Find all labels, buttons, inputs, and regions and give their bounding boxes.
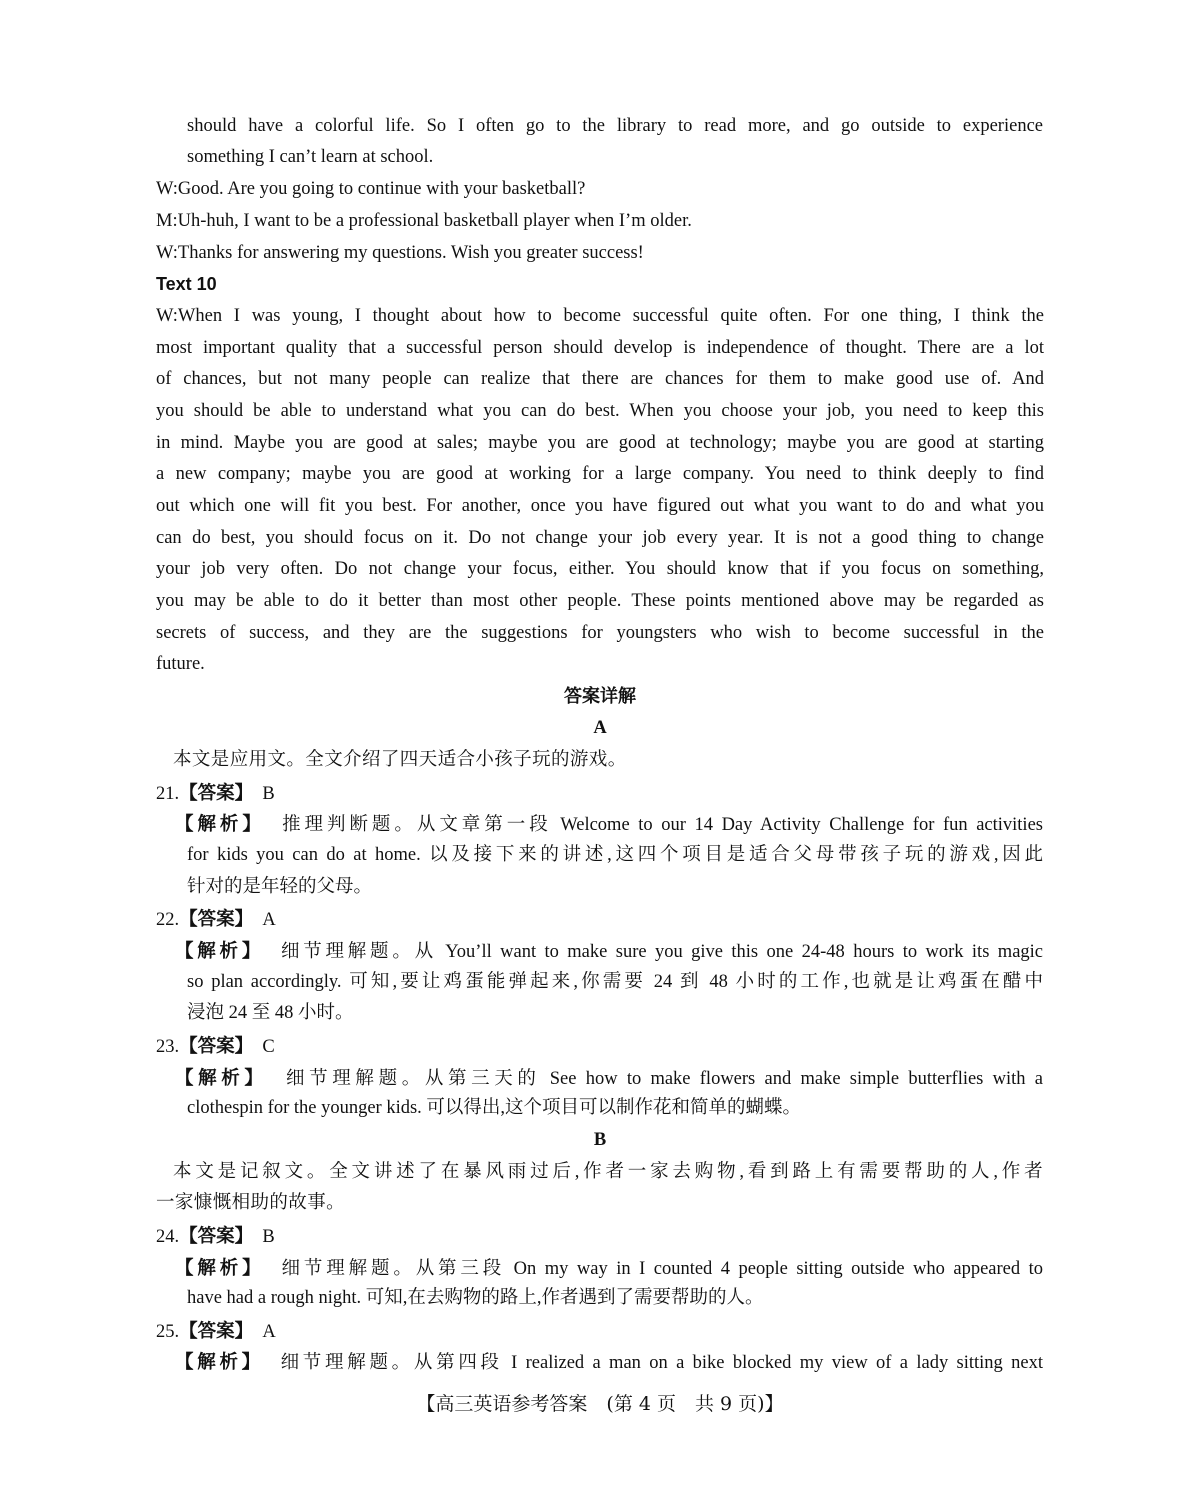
analysis-text: 细节理解题。从第三段 On my way in I counted 4 people sitting outside who appeared to (281, 1259, 1044, 1279)
dialogue-line: W:Thanks for answering my questions. Wish you greater success! (156, 243, 644, 263)
question-21-analysis (175, 808, 1043, 842)
answer-value: A (262, 910, 276, 930)
text10-line: a new company; maybe you are good at working for a large company. You need to think deeply to find (156, 464, 1044, 484)
analysis-tag: 【解析】 (175, 940, 265, 961)
answer-tag: 【答案】 (179, 782, 254, 803)
question-22-answer (156, 903, 276, 937)
text10-line: most important quality that a successful person should develop is independence of thought. There are a lot (156, 338, 1044, 358)
question-number: 24. (156, 1227, 180, 1247)
analysis-text: 细节理解题。从 You’ll want to make sure you give this one 24-48 hours to work its magic (280, 942, 1044, 962)
question-24-answer (156, 1220, 275, 1254)
analysis-text: clothespin for the younger kids. 可以得出,这个项目可以制作花和简单的蝴蝶。 (187, 1098, 802, 1118)
analysis-text: 针对的是年轻的父母。 (187, 877, 373, 897)
question-23-answer (156, 1030, 275, 1064)
analysis-tag: 【解析】 (175, 1067, 268, 1088)
answer-value: B (262, 1227, 275, 1247)
text10-line: you may be able to do it better than most other people. These points mentioned above may be regarded as (156, 591, 1044, 611)
dialogue-line: something I can’t learn at school. (187, 147, 434, 167)
text10-line: of chances, but not many people can realize that there are chances for them to make good use of. And (156, 369, 1044, 389)
question-number: 21. (156, 784, 180, 804)
answer-tag: 【答案】 (179, 1035, 254, 1056)
text10-line: secrets of success, and they are the suggestions for youngsters who wish to become successful in the (156, 623, 1044, 643)
text10-line: you should be able to understand what you can do best. When you choose your job, you need to keep this (156, 401, 1044, 421)
analysis-tag: 【解析】 (175, 1257, 265, 1278)
section-b-intro: 一家慷慨相助的故事。 (156, 1193, 346, 1213)
section-a-label: A (593, 718, 607, 738)
answers-title: 答案详解 (564, 686, 636, 706)
dialogue-line: W:Good. Are you going to continue with your basketball? (156, 179, 586, 199)
text10-line: in mind. Maybe you are good at sales; maybe you are good at technology; maybe you are good at starting (156, 433, 1044, 453)
answer-value: C (262, 1037, 275, 1057)
text10-line: your job very often. Do not change your focus, either. You should know that if you focus on something, (156, 559, 1044, 579)
answer-tag: 【答案】 (179, 1225, 254, 1246)
question-21-answer (156, 777, 275, 811)
analysis-tag: 【解析】 (175, 813, 265, 834)
question-number: 23. (156, 1037, 180, 1057)
question-22-analysis (175, 935, 1043, 969)
question-25-answer (156, 1315, 276, 1349)
dialogue-line: M:Uh-huh, I want to be a professional basketball player when I’m older. (156, 211, 692, 231)
answer-tag: 【答案】 (179, 1320, 254, 1341)
section-b-intro: 本文是记叙文。全文讲述了在暴风雨过后,作者一家去购物,看到路上有需要帮助的人,作者 (173, 1162, 1043, 1182)
answer-value: A (262, 1322, 276, 1342)
text10-heading: Text 10 (156, 274, 217, 294)
analysis-text: 浸泡 24 至 48 小时。 (187, 1003, 354, 1023)
text10-line: future. (156, 654, 205, 674)
answer-tag: 【答案】 (179, 908, 254, 929)
question-24-analysis (175, 1252, 1043, 1286)
answer-value: B (262, 784, 275, 804)
text10-line: out which one will fit you best. For another, once you have figured out what you want to do and what you (156, 496, 1044, 516)
analysis-text: 推理判断题。从文章第一段 Welcome to our 14 Day Activity Challenge for fun activities (282, 815, 1043, 835)
question-23-analysis (175, 1062, 1043, 1096)
dialogue-line: should have a colorful life. So I often go to the library to read more, and go outside to experience (187, 116, 1043, 136)
analysis-text: 细节理解题。从第三天的 See how to make flowers and make simple butterflies with a (286, 1069, 1043, 1089)
section-b-label: B (593, 1130, 607, 1150)
analysis-text: have had a rough night. 可知,在去购物的路上,作者遇到了需要帮助的人。 (187, 1288, 764, 1308)
question-number: 22. (156, 910, 180, 930)
analysis-tag: 【解析】 (175, 1351, 264, 1372)
section-a-intro: 本文是应用文。全文介绍了四天适合小孩子玩的游戏。 (173, 750, 627, 770)
text10-line: can do best, you should focus on it. Do not change your job every year. It is not a good thing to change (156, 528, 1044, 548)
question-25-analysis (175, 1346, 1043, 1380)
analysis-text: for kids you can do at home. 以及接下来的讲述,这四个项目是适合父母带孩子玩的游戏,因此 (187, 845, 1043, 865)
analysis-text: so plan accordingly. 可知,要让鸡蛋能弹起来,你需要 24 到 48 小时的工作,也就是让鸡蛋在醋中 (187, 972, 1043, 992)
text10-line: W:When I was young, I thought about how to become successful quite often. For one thing, I think the (156, 306, 1044, 326)
page-footer: 【高三英语参考答案 (第 4 页 共 9 页)】 (416, 1393, 784, 1415)
analysis-text: 细节理解题。从第四段 I realized a man on a bike blocked my view of a lady sitting next (280, 1353, 1043, 1373)
question-number: 25. (156, 1322, 180, 1342)
